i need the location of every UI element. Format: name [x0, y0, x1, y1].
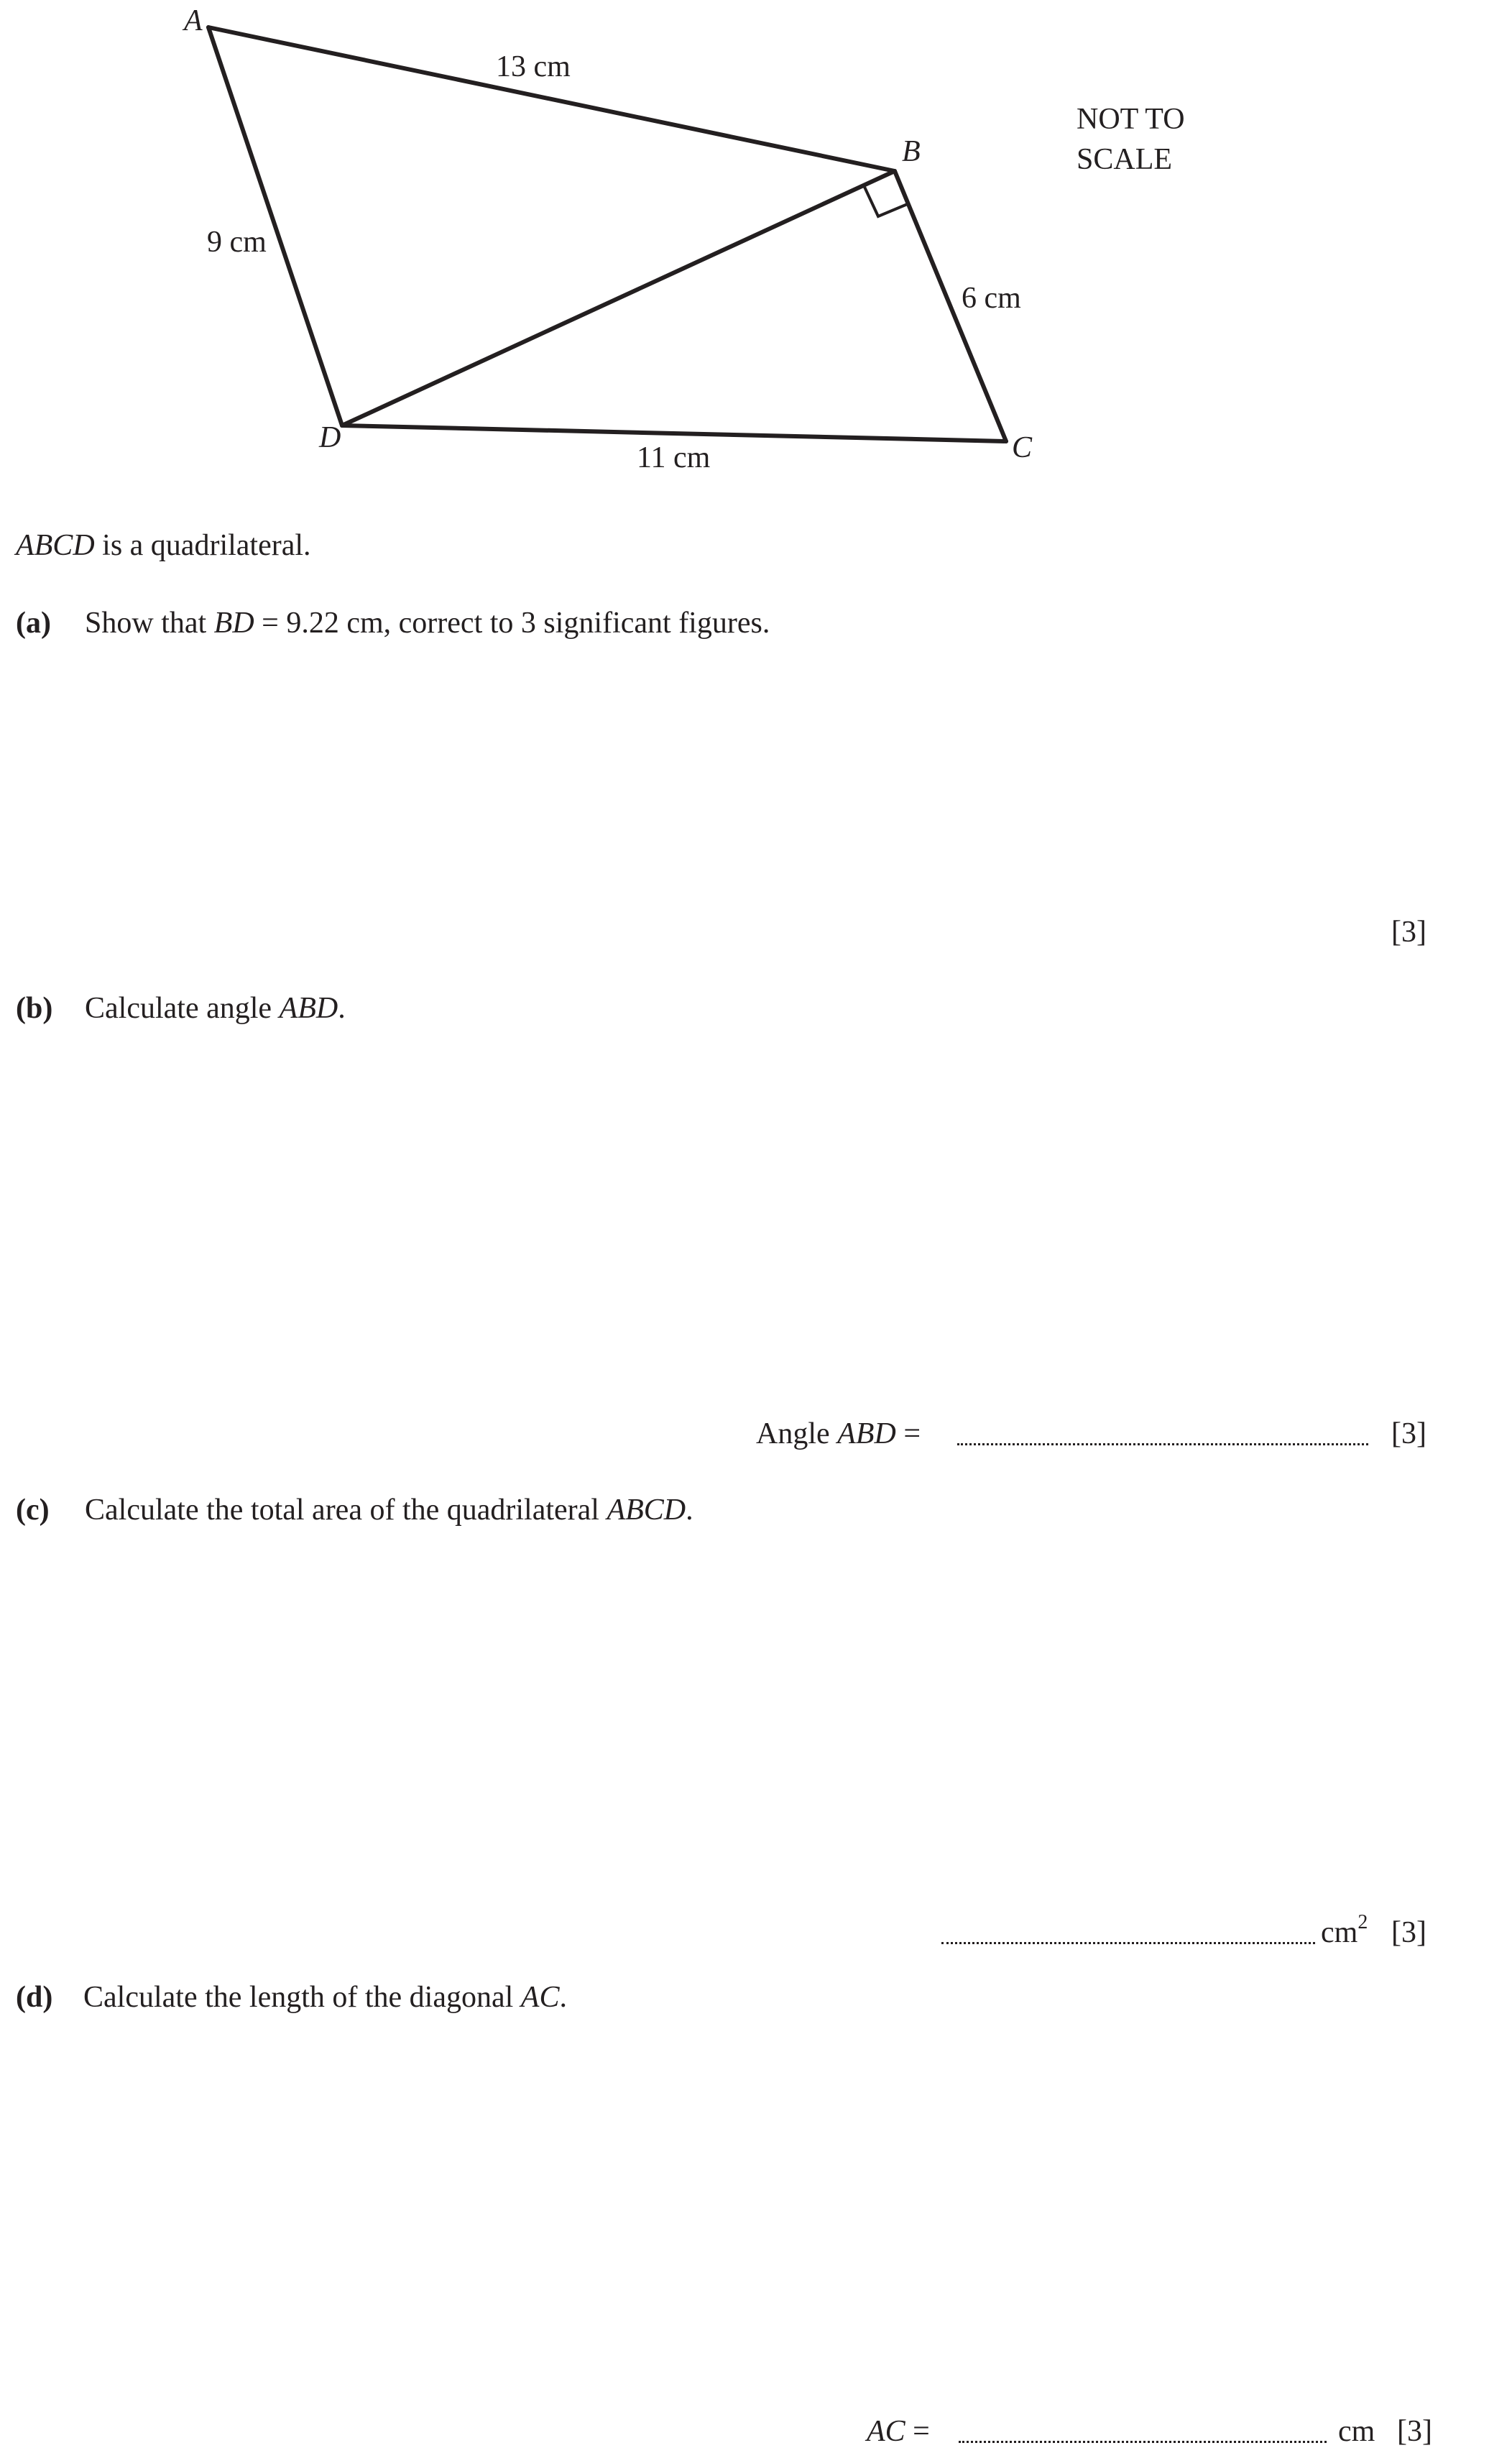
vertex-d-label: D: [319, 421, 341, 454]
intro-text: [16, 530, 311, 561]
part-c-unit-power: 2: [1357, 1911, 1368, 1933]
part-d-marks: [3]: [1397, 2415, 1432, 2448]
length-ab-label: 13 cm: [496, 50, 571, 83]
part-a-question: [85, 608, 770, 638]
part-a-text-before: Show that: [85, 607, 214, 640]
length-dc-label: 11 cm: [637, 441, 711, 474]
intro-sentence: is a quadrilateral.: [94, 529, 311, 562]
part-a-text-after: = 9.22 cm, correct to 3 significant figures.: [254, 607, 770, 640]
part-b-marks: [3]: [1391, 1417, 1426, 1450]
part-b-answer-line: [756, 1419, 921, 1449]
part-b-label: (b): [16, 992, 53, 1025]
part-d-answer-eq: =: [905, 2415, 930, 2448]
part-d-label: (d): [16, 1981, 53, 2014]
vertex-b-label: B: [902, 135, 921, 168]
side-dc: [342, 425, 1006, 441]
part-c-marks: [3]: [1391, 1916, 1426, 1949]
part-d-name: AC: [520, 1981, 560, 2014]
part-d-answer-field[interactable]: [959, 2419, 1327, 2443]
part-b-question: [85, 993, 346, 1023]
part-d-unit: cm: [1338, 2415, 1375, 2448]
part-a-label: (a): [16, 607, 51, 640]
part-c-text: Calculate the total area of the quadrilateral: [85, 1494, 607, 1527]
part-b-answer-name: ABD: [837, 1417, 896, 1450]
part-c-label: (c): [16, 1494, 50, 1527]
quadrilateral-diagram: [0, 0, 1512, 517]
vertex-c-label: C: [1012, 431, 1033, 464]
part-c-unit: [1321, 1911, 1368, 1949]
length-ad-label: 9 cm: [207, 226, 267, 259]
part-b-name: ABD: [279, 992, 338, 1025]
part-c-unit-text: cm: [1321, 1916, 1358, 1949]
part-d-answer-line: [867, 2416, 930, 2447]
part-a-name: BD: [213, 607, 254, 640]
part-b-text: Calculate angle: [85, 992, 280, 1025]
part-c-name: ABCD: [607, 1494, 686, 1527]
part-b-end: .: [338, 992, 346, 1025]
part-b-answer-eq: =: [895, 1417, 921, 1450]
part-d-answer-name: AC: [867, 2415, 905, 2448]
intro-name: ABCD: [16, 529, 95, 562]
part-d-end: .: [559, 1981, 567, 2014]
length-bc-label: 6 cm: [962, 282, 1021, 315]
side-ab: [208, 27, 895, 171]
part-a-marks: [3]: [1391, 916, 1426, 949]
diagonal-bd: [342, 171, 895, 425]
note-line-2: SCALE: [1077, 143, 1173, 176]
part-b-answer-prefix: Angle: [756, 1417, 838, 1450]
part-c-answer-field[interactable]: [941, 1920, 1315, 1944]
part-c-end: .: [686, 1494, 693, 1527]
part-d-question: [83, 1982, 567, 2012]
part-b-answer-field[interactable]: [957, 1422, 1368, 1445]
part-c-question: [85, 1495, 693, 1525]
not-to-scale-note: [1077, 99, 1185, 180]
part-d-text: Calculate the length of the diagonal: [83, 1981, 521, 2014]
vertex-a-label: A: [184, 4, 203, 37]
note-line-1: NOT TO: [1077, 103, 1185, 136]
